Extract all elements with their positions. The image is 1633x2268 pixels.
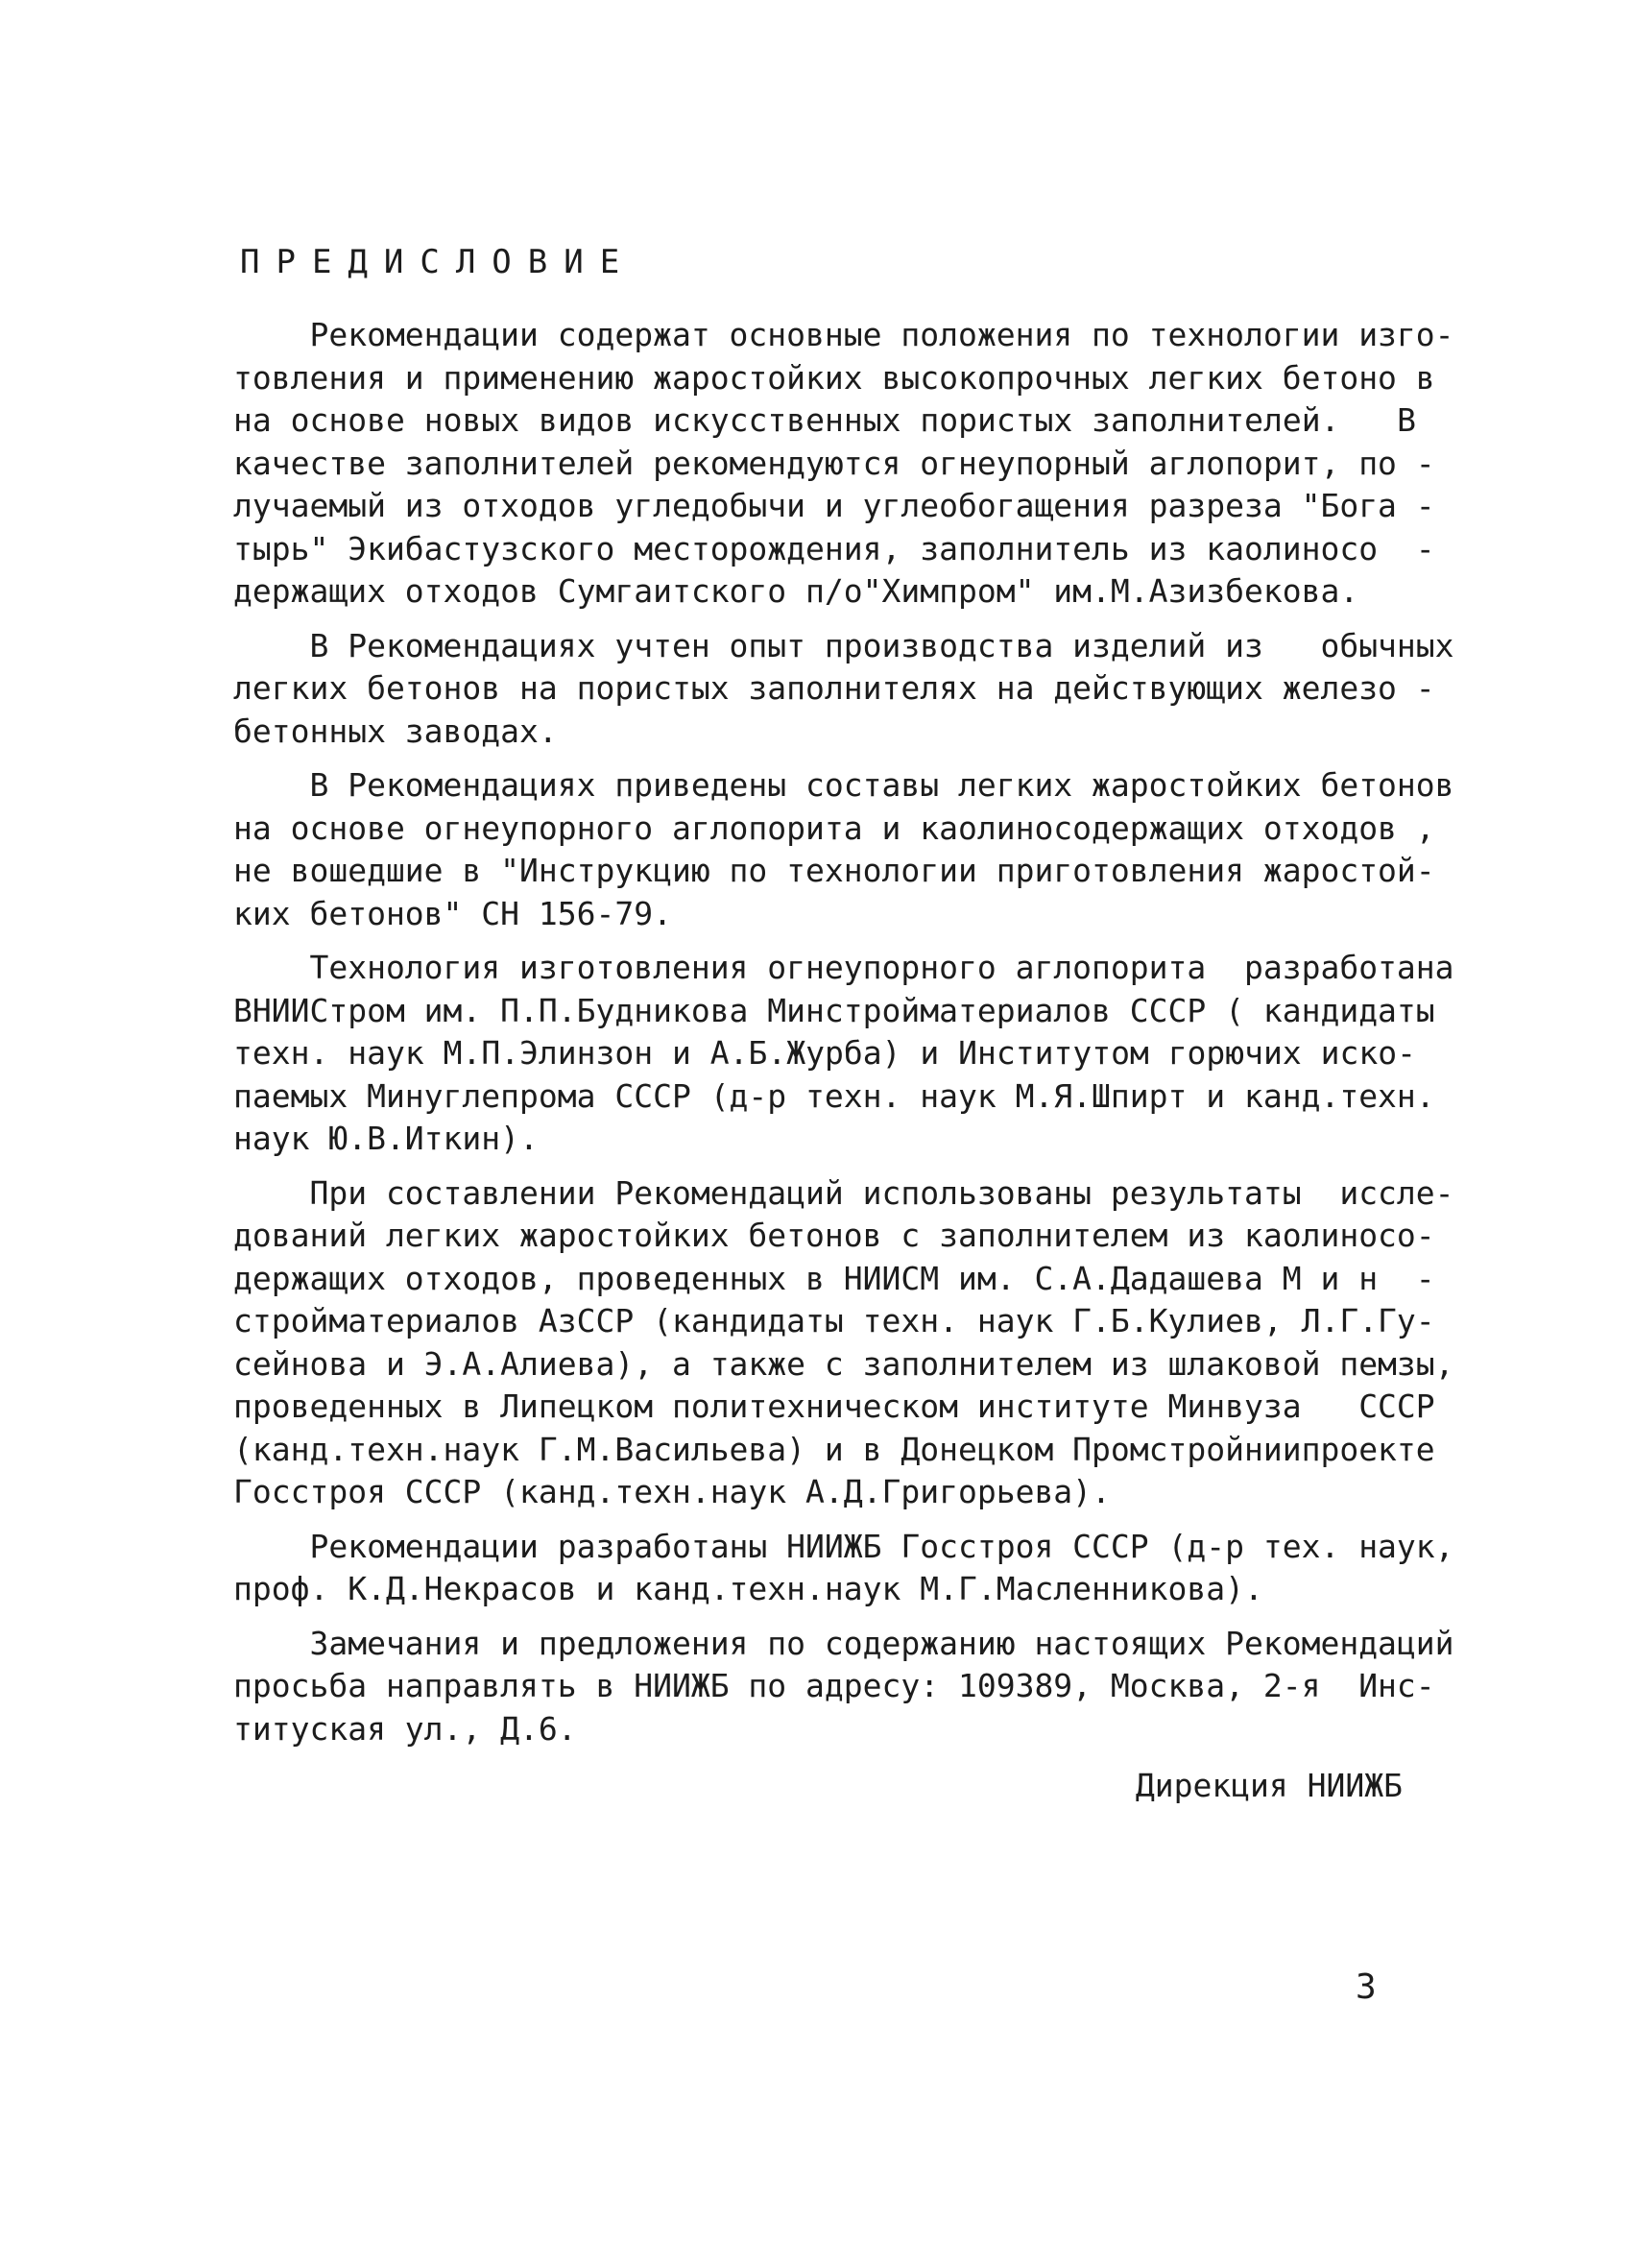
text-line: В Рекомендациях учтен опыт производства изделий из обычных (233, 626, 1454, 664)
text-line: легких бетонов на пористых заполнителях на действующих железо - (233, 669, 1435, 707)
preface-body (233, 314, 1454, 1762)
page-number: 3 (1356, 1967, 1377, 2007)
text-line: титуская ул., Д.6. (233, 1709, 577, 1748)
text-line: лучаемый из отходов угледобычи и углеобогащения разреза "Бога - (233, 487, 1435, 524)
text-line: держащих отходов Сумгаитского п/о"Химпром" им.М.Азизбекова. (233, 572, 1359, 610)
text-line: тырь" Экибастузского месторождения, заполнитель из каолиносо - (233, 529, 1435, 567)
paragraph-4 (233, 947, 1454, 1161)
text-line: бетонных заводах. (233, 712, 558, 750)
text-line: сейнова и Э.А.Алиева), а также с заполнителем из шлаковой пемзы, (233, 1344, 1454, 1383)
text-line: Рекомендации разработаны НИИЖБ Госстроя СССР (д-р тех. наук, (233, 1527, 1454, 1565)
text-line: товления и применению жаростойких высокопрочных легких бетоно в (233, 358, 1435, 397)
text-line: (канд.техн.наук Г.М.Васильева) и в Донецком Промстройниипроекте (233, 1430, 1435, 1468)
text-line: качестве заполнителей рекомендуются огнеупорный аглопорит, по - (233, 444, 1435, 482)
text-line: техн. наук М.П.Элинзон и А.Б.Журба) и Институтом горючих иско- (233, 1034, 1416, 1072)
text-line: держащих отходов, проведенных в НИИСМ им. С.А.Дадашева М и н - (233, 1259, 1435, 1297)
page-title: ПРЕДИСЛОВИЕ (240, 243, 636, 281)
text-line: Технология изготовления огнеупорного аглопорита разработана (233, 949, 1454, 986)
paragraph-7 (233, 1623, 1454, 1751)
text-line: Госстроя СССР (канд.техн.наук А.Д.Григорьева). (233, 1473, 1111, 1510)
paragraph-6 (233, 1526, 1454, 1611)
text-line: паемых Минуглепрома СССР (д-р техн. наук М.Я.Шпирт и канд.техн. (233, 1076, 1435, 1115)
text-line: не вошедшие в "Инструкцию по технологии приготовления жаростой- (233, 852, 1435, 889)
text-line: При составлении Рекомендаций использованы результаты иссле- (233, 1173, 1454, 1212)
paragraph-5 (233, 1172, 1454, 1514)
text-line: проф. К.Д.Некрасов и канд.техн.наук М.Г.Масленникова). (233, 1570, 1263, 1607)
text-line: дований легких жаростойких бетонов с заполнителем из каолиносо- (233, 1217, 1435, 1254)
text-line: просьба направлять в НИИЖБ по адресу: 109389, Москва, 2-я Инс- (233, 1667, 1435, 1704)
text-line: ВНИИСтром им. П.П.Будникова Минстройматериалов СССР ( кандидаты (233, 991, 1435, 1029)
text-line: Рекомендации содержат основные положения по технологии изго- (233, 316, 1454, 353)
text-line: наук Ю.В.Иткин). (233, 1120, 539, 1157)
text-line: проведенных в Липецком политехническом институте Минвуза СССР (233, 1387, 1435, 1425)
text-line: стройматериалов АзССР (кандидаты техн. наук Г.Б.Кулиев, Л.Г.Гу- (233, 1302, 1435, 1339)
text-line: В Рекомендациях приведены составы легких жаростойких бетонов (233, 766, 1454, 804)
text-line: Замечания и предложения по содержанию настоящих Рекомендаций (233, 1624, 1454, 1662)
signature: Дирекция НИИЖБ (1135, 1767, 1403, 1804)
paragraph-2 (233, 625, 1454, 754)
text-line: на основе новых видов искусственных пористых заполнителей. В (233, 401, 1416, 439)
text-line: ких бетонов" СН 156-79. (233, 894, 672, 932)
paragraph-3 (233, 764, 1454, 935)
paragraph-1 (233, 314, 1454, 614)
text-line: на основе огнеупорного аглопорита и каолиносодержащих отходов , (233, 808, 1435, 847)
